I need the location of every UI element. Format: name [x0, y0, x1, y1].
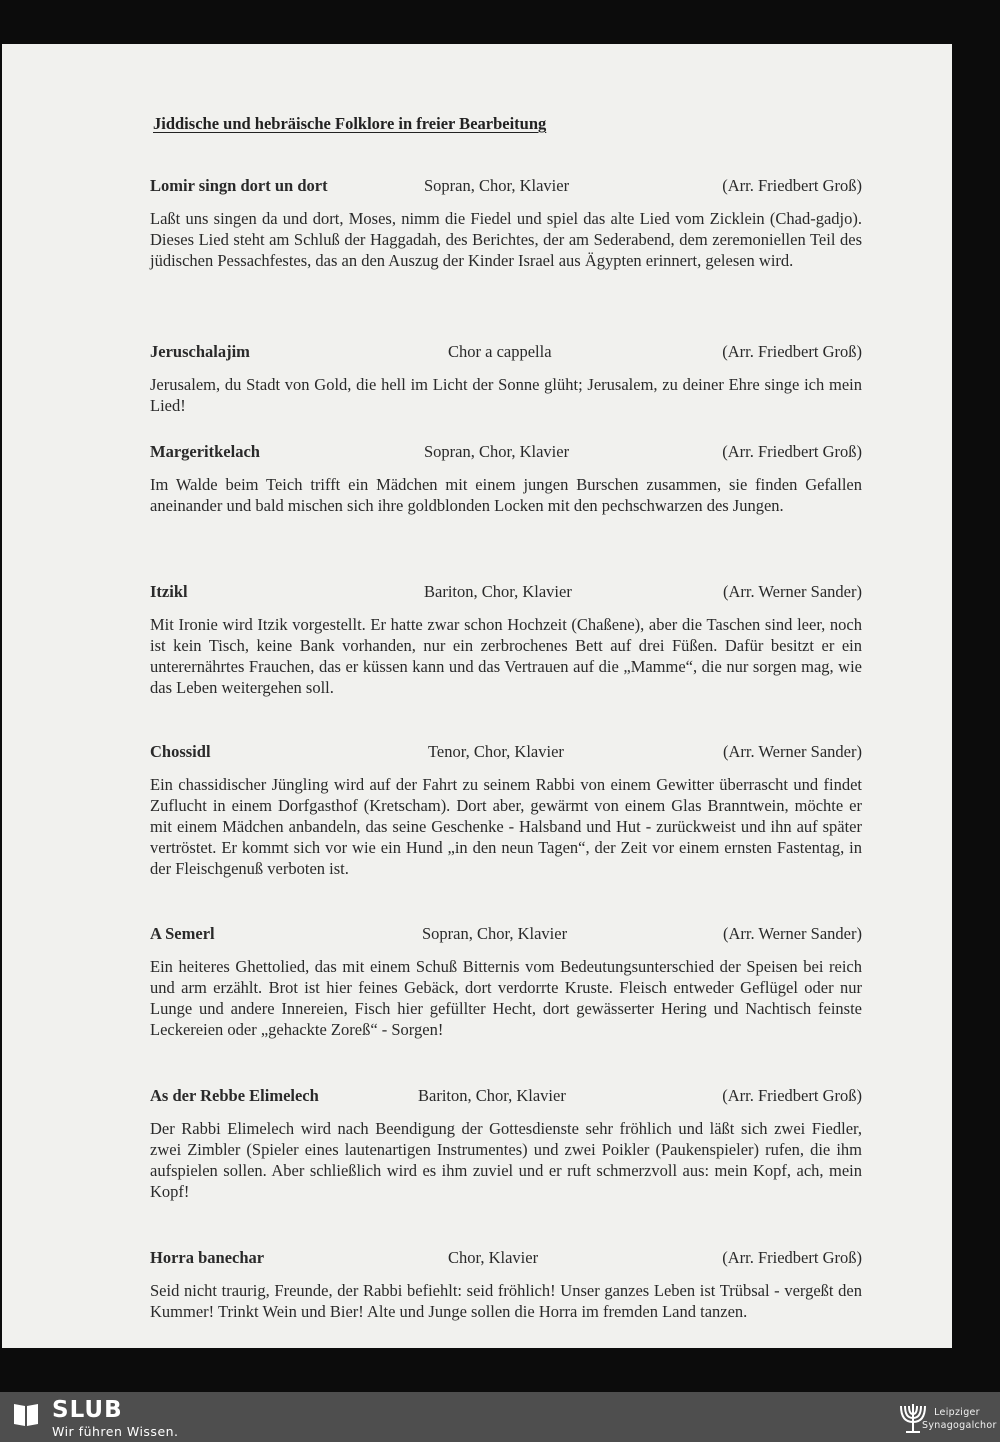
- song-header: [150, 1248, 862, 1270]
- song-description: Mit Ironie wird Itzik vorgestellt. Er hatte zwar schon Hochzeit (Chaßene), aber die Taschen sind leer, noch ist kein Tisch, keine Bank vorhanden, nur ein zerbrochenes Bett auf drei Füßen. Dafür besitzt er ein unterernährtes Frauchen, das er küssen kann und das Vertrauen auf die „Mamme“, die nur sorgen mag, wie das Leben weitergehen soll.: [150, 615, 862, 697]
- song-entry: [150, 742, 862, 879]
- song-title: Lomir singn dort un dort: [150, 176, 328, 195]
- song-entry: [150, 342, 862, 416]
- song-description: Laßt uns singen da und dort, Moses, nimm die Fiedel und spiel das alte Lied vom Zicklein (Chad-gadjo). Dieses Lied steht am Schluß der Haggadah, des Berichtes, der am Sederabend, dem zeremoniellen Teil des jüdischen Pessachfestes, das an den Auszug der Kinder Israel aus Ägypten erinnert, gelesen wird.: [150, 209, 862, 270]
- song-arranger: (Arr. Friedbert Groß): [722, 1086, 862, 1105]
- song-title: Margeritkelach: [150, 442, 260, 461]
- brand-name: SLUB: [52, 1397, 123, 1423]
- song-description: Ein heiteres Ghettolied, das mit einem Schuß Bitternis vom Bedeutungsunterschied der Speisen bei reich und arm erzählt. Brot ist hier feines Gebäck, dort verdorrte Kruste. Fleisch entweder Geflügel oder nur Lunge und andere Innereien, Fisch hier gefüllter Hecht, dort gewässerter Hering und Nachtisch feinste Leckereien oder „gehackte Zoreß“ - Sorgen!: [150, 957, 862, 1039]
- song-entry: [150, 582, 862, 698]
- document-title: Jiddische und hebräische Folklore in freier Bearbeitung: [153, 114, 547, 133]
- document-page: [2, 44, 952, 1348]
- song-voicing: Chor, Klavier: [448, 1248, 539, 1267]
- book-icon: [12, 1400, 40, 1428]
- song-header: [150, 442, 862, 464]
- song-title: As der Rebbe Elimelech: [150, 1086, 319, 1105]
- song-arranger: (Arr. Werner Sander): [722, 742, 862, 761]
- partner-name-line1: Leipziger: [934, 1407, 980, 1418]
- song-header: [150, 342, 862, 364]
- song-header: [150, 176, 862, 198]
- song-title: Jeruschalajim: [150, 342, 250, 361]
- song-header: [150, 742, 862, 764]
- song-title: A Semerl: [150, 924, 215, 943]
- song-voicing: Sopran, Chor, Klavier: [424, 176, 570, 195]
- brand-slogan: Wir führen Wissen.: [52, 1424, 179, 1439]
- song-arranger: (Arr. Friedbert Groß): [722, 176, 862, 195]
- song-description: Seid nicht traurig, Freunde, der Rabbi befiehlt: seid fröhlich! Unser ganzes Leben ist Trübsal - vergeßt den Kummer! Trinkt Wein und Bier! Alte und Junge sollen die Horra im fremden Land tanzen.: [150, 1281, 862, 1321]
- song-voicing: Bariton, Chor, Klavier: [424, 582, 572, 601]
- song-entry: [150, 924, 862, 1040]
- song-arranger: (Arr. Friedbert Groß): [722, 342, 862, 361]
- song-description: Ein chassidischer Jüngling wird auf der Fahrt zu seinem Rabbi von einem Gewitter überrascht und findet Zuflucht in einem Dorfgasthof (Kretscham). Dort aber, gewärmt von einem Glas Branntwein, möchte er mit einem Mädchen anbandeln, das seine Geschenke - Halsband und Hut - zurückweist und ihn auf später vertröstet. Er kommt sich vor wie ein Hund „in den neun Tagen“, der Zeit vor einem ernsten Fastentag, in der Fleischgenuß verboten ist.: [150, 775, 862, 878]
- song-description: Im Walde beim Teich trifft ein Mädchen mit einem jungen Burschen zusammen, sie finden Gefallen aneinander und bald mischen sich ihre goldblonden Locken mit den pechschwarzen des Jungen.: [150, 475, 862, 515]
- song-title: Horra banechar: [150, 1248, 265, 1267]
- partner-name: [922, 1406, 997, 1432]
- song-description: Jerusalem, du Stadt von Gold, die hell im Licht der Sonne glüht; Jerusalem, zu deiner Ehre singe ich mein Lied!: [150, 375, 862, 415]
- song-header: [150, 1086, 862, 1108]
- song-title: Chossidl: [150, 742, 211, 761]
- song-entry: [150, 176, 862, 271]
- song-voicing: Tenor, Chor, Klavier: [428, 742, 564, 761]
- song-voicing: Sopran, Chor, Klavier: [422, 924, 568, 943]
- song-voicing: Bariton, Chor, Klavier: [418, 1086, 566, 1105]
- song-voicing: Sopran, Chor, Klavier: [424, 442, 570, 461]
- song-arranger: (Arr. Werner Sander): [722, 582, 862, 601]
- song-arranger: (Arr. Werner Sander): [722, 924, 862, 943]
- song-arranger: (Arr. Friedbert Groß): [722, 1248, 862, 1267]
- song-entry: [150, 442, 862, 516]
- song-description: Der Rabbi Elimelech wird nach Beendigung der Gottesdienste sehr fröhlich und läßt sich zwei Fiedler, zwei Zimbler (Spieler eines lautenartigen Instrumentes) und zwei Poikler (Paukenspieler) rufen, die ihm aufspielen sollen. Aber schließlich wird es ihm zuviel und er ruft schmerzvoll aus: mein Kopf, ach, mein Kopf!: [150, 1119, 862, 1201]
- footer-bar: [0, 1392, 1000, 1442]
- song-entry: [150, 1248, 862, 1322]
- partner-name-line2: Synagogalchor: [922, 1420, 997, 1431]
- song-title: Itzikl: [150, 582, 188, 601]
- song-voicing: Chor a cappella: [448, 342, 552, 361]
- song-header: [150, 924, 862, 946]
- song-arranger: (Arr. Friedbert Groß): [722, 442, 862, 461]
- song-header: [150, 582, 862, 604]
- song-entry: [150, 1086, 862, 1202]
